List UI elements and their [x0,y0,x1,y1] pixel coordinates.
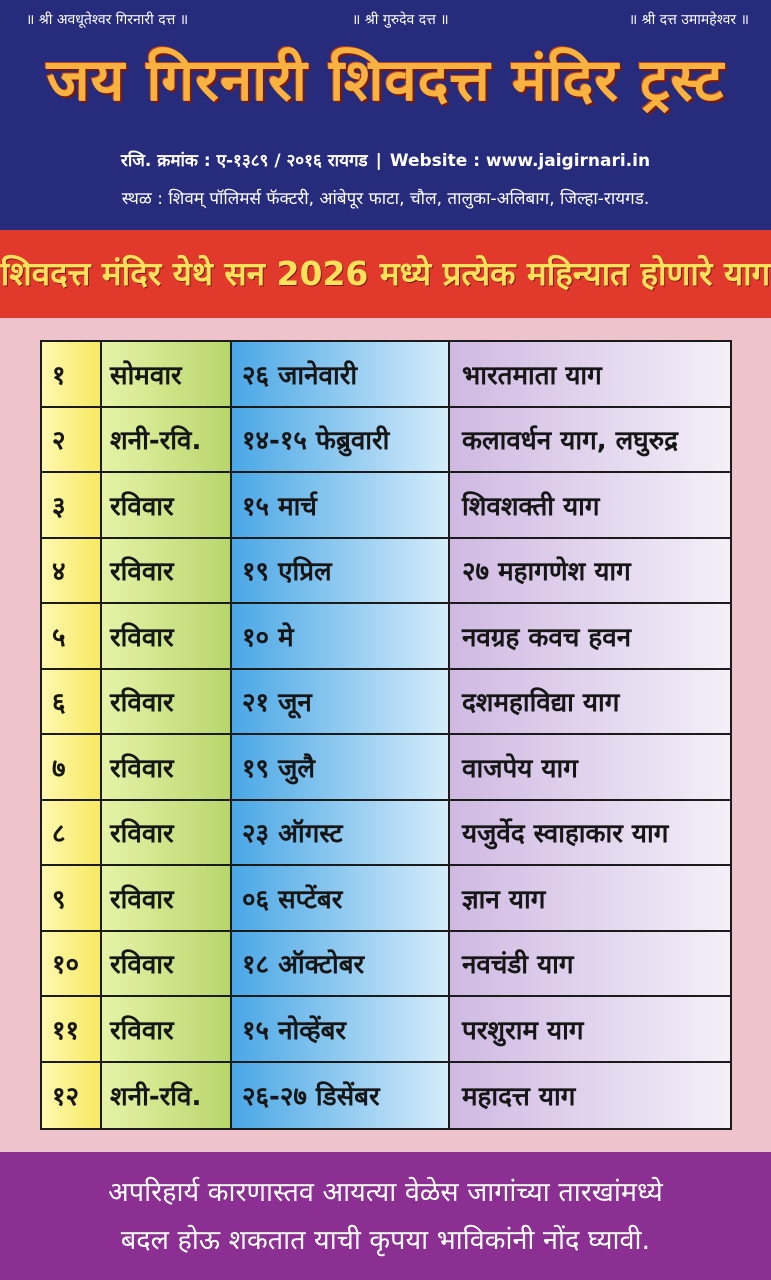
row-number: १२ [42,1063,102,1129]
row-date: २३ ऑगस्ट [232,801,450,865]
invocation-left: ॥ श्री अवधूतेश्वर गिरनारी दत्त ॥ [26,12,189,28]
schedule-row [42,801,730,867]
schedule-row [42,408,730,474]
row-date: २१ जून [232,670,450,734]
registration-line [0,148,771,171]
row-event: २७ महागणेश याग [450,539,730,603]
row-day: रविवार [102,801,232,865]
row-number: २ [42,408,102,472]
row-event: दशमहाविद्या याग [450,670,730,734]
row-date: १८ ऑक्टोबर [232,932,450,996]
row-number: ५ [42,604,102,668]
row-day: रविवार [102,670,232,734]
row-event: महादत्त याग [450,1063,730,1129]
row-date: १० मे [232,604,450,668]
trust-title: जय गिरनारी शिवदत्त मंदिर ट्रस्ट [46,46,725,114]
row-number: ७ [42,735,102,799]
row-day: रविवार [102,932,232,996]
row-date: १९ जुलै [232,735,450,799]
row-day: रविवार [102,735,232,799]
location-address: स्थळ : शिवम् पॉलिमर्स फॅक्टरी, आंबेपूर फाटा, चौल, तालुका-अलिबाग, जिल्हा-रायगड. [121,189,650,209]
separator: | [375,151,382,171]
row-number: ४ [42,539,102,603]
row-date: १४-१५ फेब्रुवारी [232,408,450,472]
schedule-row [42,866,730,932]
invocations [0,10,771,34]
row-date: १५ नोव्हेंबर [232,997,450,1061]
row-date: १९ एप्रिल [232,539,450,603]
row-day: रविवार [102,866,232,930]
row-day: सोमवार [102,342,232,406]
row-day: रविवार [102,604,232,668]
schedule-row [42,1063,730,1129]
row-day: रविवार [102,473,232,537]
invocation-right: ॥ श्री दत्त उमामहेश्वर ॥ [628,12,749,28]
row-event: नवग्रह कवच हवन [450,604,730,668]
row-number: ८ [42,801,102,865]
row-event: नवचंडी याग [450,932,730,996]
schedule-row [42,932,730,998]
schedule-row [42,473,730,539]
row-date: २६-२७ डिसेंबर [232,1063,450,1129]
schedule-row [42,670,730,736]
row-number: ६ [42,670,102,734]
schedule-row [42,604,730,670]
row-event: वाजपेय याग [450,735,730,799]
row-day: रविवार [102,997,232,1061]
row-event: भारतमाता याग [450,342,730,406]
row-date: ०६ सप्टेंबर [232,866,450,930]
row-day: रविवार [102,539,232,603]
row-date: १५ मार्च [232,473,450,537]
row-event: यजुर्वेद स्वाहाकार याग [450,801,730,865]
footer-line-2: बदल होऊ शकतात याची कृपया भाविकांनी नोंद घ्यावी. [120,1225,651,1256]
schedule-banner: शिवदत्त मंदिर येथे सन 2026 मध्ये प्रत्येक महिन्यात होणारे याग [0,230,771,318]
schedule-row [42,539,730,605]
invocation-center: ॥ श्री गुरुदेव दत्त ॥ [352,12,449,28]
row-event: परशुराम याग [450,997,730,1061]
row-number: १० [42,932,102,996]
footer-line-1: अपरिहार्य कारणास्तव आयत्या वेळेस जागांच्या तारखांमध्ये [108,1177,663,1208]
row-date: २६ जानेवारी [232,342,450,406]
schedule-row [42,997,730,1063]
schedule-table [40,340,732,1130]
row-day: शनी-रवि. [102,408,232,472]
row-day: शनी-रवि. [102,1063,232,1129]
row-number: ११ [42,997,102,1061]
row-event: ज्ञान याग [450,866,730,930]
website-link[interactable]: Website : www.jaigirnari.in [389,151,651,171]
schedule-row [42,735,730,801]
row-number: ९ [42,866,102,930]
row-event: शिवशक्ती याग [450,473,730,537]
row-number: १ [42,342,102,406]
header [0,0,771,230]
schedule-row [42,342,730,408]
registration-number: रजि. क्रमांक : ए-१३८९ / २०१६ रायगड [120,151,368,171]
row-number: ३ [42,473,102,537]
footer-notice [0,1152,771,1280]
row-event: कलावर्धन याग, लघुरुद्र [450,408,730,472]
